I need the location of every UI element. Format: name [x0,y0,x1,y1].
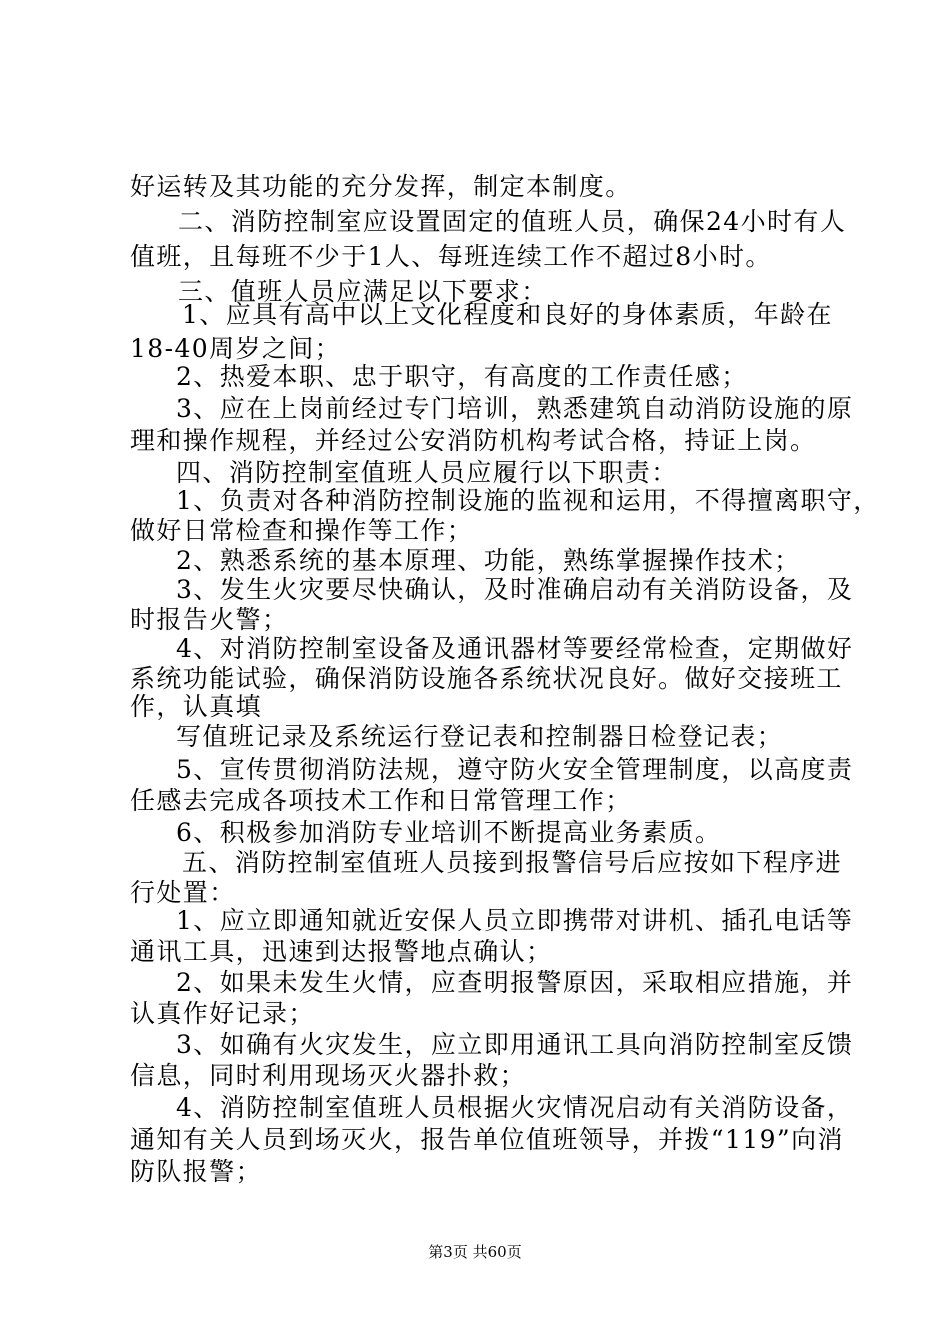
text-line: 五、消防控制室值班人员接到报警信号后应按如下程序进 [182,848,843,877]
text-line: 1、负责对各种消防控制设施的监视和运用，不得擅离职守， [176,486,880,515]
text-line: 时报告火警； [130,605,289,634]
text-line: 2、熟悉系统的基本原理、功能，熟练掌握操作技术； [176,546,801,575]
text-line: 好运转及其功能的充分发挥，制定本制度。 [130,172,632,201]
text-line: 写值班记录及系统运行登记表和控制器日检登记表； [176,722,784,751]
text-line: 做好日常检查和操作等工作； [130,516,474,545]
text-line: 三、值班人员应满足以下要求： [178,277,548,306]
text-line: 4、消防控制室值班人员根据火灾情况启动有关消防设备， [176,1093,854,1122]
text-line: 1、应具有高中以上文化程度和良好的身体素质，年龄在 [182,300,833,329]
page-footer [0,1242,950,1262]
text-line: 3、如确有火灾发生，应立即用通讯工具向消防控制室反馈 [176,1030,854,1059]
text-line: 作，认真填 [130,692,263,721]
text-line: 理和操作规程，并经过公安消防机构考试合格，持证上岗。 [130,426,817,455]
text-line: 1、应立即通知就近安保人员立即携带对讲机、插孔电话等 [176,906,854,935]
text-line: 四、消防控制室值班人员应履行以下职责： [176,458,678,487]
text-line: 值班，且每班不少于1人、每班连续工作不超过8小时。 [130,242,772,271]
text-line: 通知有关人员到场灭火，报告单位值班领导，并拨“119”向消 [130,1125,844,1154]
text-line: 3、应在上岗前经过专门培训，熟悉建筑自动消防设施的原 [176,394,854,423]
text-line: 二、消防控制室应设置固定的值班人员，确保24小时有人 [178,207,847,236]
text-line: 任感去完成各项技术工作和日常管理工作； [130,786,632,815]
text-line: 3、发生火灾要尽快确认，及时准确启动有关消防设备，及 [176,575,854,604]
text-line: 信息，同时利用现场灭火器扑救； [130,1061,527,1090]
text-line: 6、积极参加消防专业培训不断提高业务素质。 [176,818,722,847]
text-line: 18-40周岁之间； [130,334,342,363]
text-line: 2、热爱本职、忠于职守，有高度的工作责任感； [176,362,748,391]
text-line: 5、宣传贯彻消防法规，遵守防火安全管理制度，以高度责 [176,755,854,784]
text-line: 防队报警； [130,1157,263,1186]
text-line: 行处置： [130,878,236,907]
text-line: 4、对消防控制室设备及通讯器材等要经常检查，定期做好 [176,634,854,663]
text-line: 认真作好记录； [130,999,315,1028]
text-line: 系统功能试验，确保消防设施各系统状况良好。做好交接班工 [130,664,843,693]
page-number-label: 第3页 共60页 [428,1243,522,1261]
text-line: 2、如果未发生火情，应查明报警原因，采取相应措施，并 [176,968,854,997]
text-line: 通讯工具，迅速到达报警地点确认； [130,937,553,966]
